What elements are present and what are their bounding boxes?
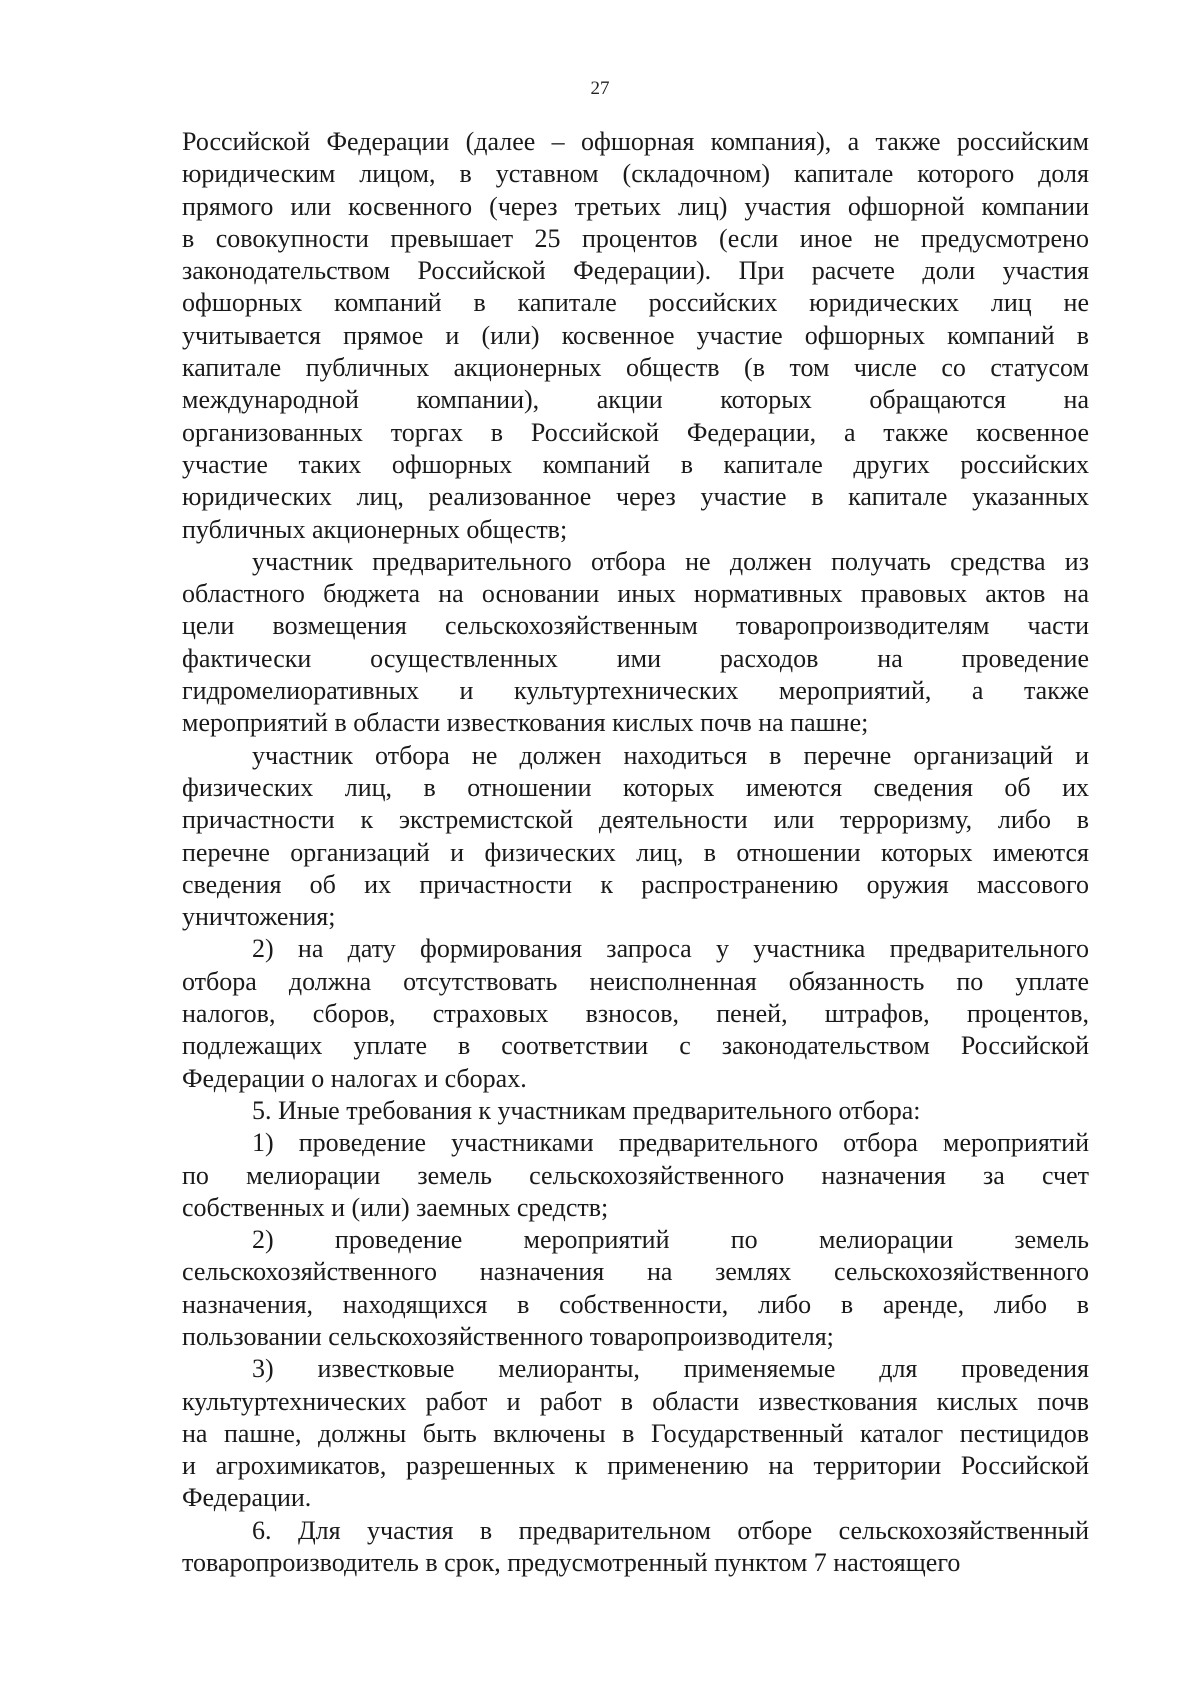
text-line: подлежащих уплате в соответствии с законодательством Российской: [182, 1031, 1089, 1061]
text-line: и агрохимикатов, разрешенных к применению на территории Российской: [182, 1451, 1089, 1481]
text-line: отбора должна отсутствовать неисполненная обязанность по уплате: [182, 966, 1089, 996]
text-line: участник отбора не должен находиться в перечне организаций и: [252, 740, 1089, 770]
text-line: международной компании), акции которых обращаются на: [182, 385, 1089, 415]
text-line: цели возмещения сельскохозяйственным товаропроизводителям части: [182, 611, 1089, 641]
text-line: культуртехнических работ и работ в области известкования кислых почв: [182, 1386, 1089, 1416]
text-line: организованных торгах в Российской Федерации, а также косвенное: [182, 417, 1089, 447]
paragraph: [182, 1127, 1089, 1224]
text-line: юридических лиц, реализованное через участие в капитале указанных: [182, 482, 1089, 512]
text-line: участие таких офшорных компаний в капитале других российских: [182, 449, 1089, 479]
text-line: законодательством Российской Федерации). При расчете доли участия: [182, 256, 1089, 286]
paragraph: [182, 1224, 1089, 1353]
text-line: пользовании сельскохозяйственного товаропроизводителя;: [182, 1321, 834, 1351]
text-line: по мелиорации земель сельскохозяйственного назначения за счет: [182, 1160, 1089, 1190]
paragraph: [182, 1353, 1089, 1514]
text-line: Российской Федерации (далее – офшорная компания), а также российским: [182, 127, 1089, 156]
text-line: фактически осуществленных ими расходов на проведение: [182, 643, 1089, 673]
text-line: участник предварительного отбора не должен получать средства из: [252, 546, 1089, 576]
text-line: назначения, находящихся в собственности, либо в аренде, либо в: [182, 1289, 1089, 1319]
paragraph: [182, 1515, 1089, 1580]
text-line: областного бюджета на основании иных нормативных правовых актов на: [182, 579, 1089, 609]
paragraph: [182, 546, 1089, 740]
text-line: учитывается прямое и (или) косвенное участие офшорных компаний в: [182, 320, 1089, 350]
paragraph: [182, 1095, 1089, 1127]
text-line: 5. Иные требования к участникам предварительного отбора:: [252, 1095, 921, 1125]
text-line: 1) проведение участниками предварительного отбора мероприятий: [252, 1128, 1089, 1158]
text-line: 2) проведение мероприятий по мелиорации земель: [252, 1225, 1089, 1255]
text-line: 6. Для участия в предварительном отборе сельскохозяйственный: [252, 1515, 1089, 1545]
text-line: физических лиц, в отношении которых имеются сведения об их: [182, 772, 1089, 802]
text-line: товаропроизводитель в срок, предусмотренный пунктом 7 настоящего: [182, 1548, 961, 1578]
page-number: 27: [590, 78, 610, 99]
text-line: Федерации.: [182, 1483, 312, 1513]
text-line: прямого или косвенного (через третьих лиц) участия офшорной компании: [182, 191, 1089, 221]
text-line: офшорных компаний в капитале российских юридических лиц не: [182, 288, 1089, 318]
paragraph: [182, 740, 1089, 934]
paragraph: [182, 933, 1089, 1094]
text-line: публичных акционерных обществ;: [182, 514, 568, 544]
text-line: на пашне, должны быть включены в Государственный каталог пестицидов: [182, 1418, 1089, 1448]
document-body: [182, 126, 1089, 1579]
text-line: 2) на дату формирования запроса у участника предварительного: [252, 934, 1089, 964]
text-line: собственных и (или) заемных средств;: [182, 1192, 609, 1222]
text-line: мероприятий в области известкования кислых почв на пашне;: [182, 708, 869, 738]
paragraph: [182, 126, 1089, 546]
text-line: гидромелиоративных и культуртехнических мероприятий, а также: [182, 676, 1089, 706]
text-line: в совокупности превышает 25 процентов (если иное не предусмотрено: [182, 223, 1089, 253]
text-line: сведения об их причастности к распространению оружия массового: [182, 869, 1089, 899]
text-line: уничтожения;: [182, 902, 336, 932]
text-line: капитале публичных акционерных обществ (в том числе со статусом: [182, 353, 1089, 383]
text-line: перечне организаций и физических лиц, в отношении которых имеются: [182, 837, 1089, 867]
text-line: причастности к экстремистской деятельности или терроризму, либо в: [182, 805, 1089, 835]
text-line: Федерации о налогах и сборах.: [182, 1063, 527, 1093]
text-line: налогов, сборов, страховых взносов, пеней, штрафов, процентов,: [182, 999, 1089, 1029]
text-line: сельскохозяйственного назначения на землях сельскохозяйственного: [182, 1257, 1089, 1287]
text-line: 3) известковые мелиоранты, применяемые для проведения: [252, 1354, 1089, 1384]
text-line: юридическим лицом, в уставном (складочном) капитале которого доля: [182, 159, 1089, 189]
